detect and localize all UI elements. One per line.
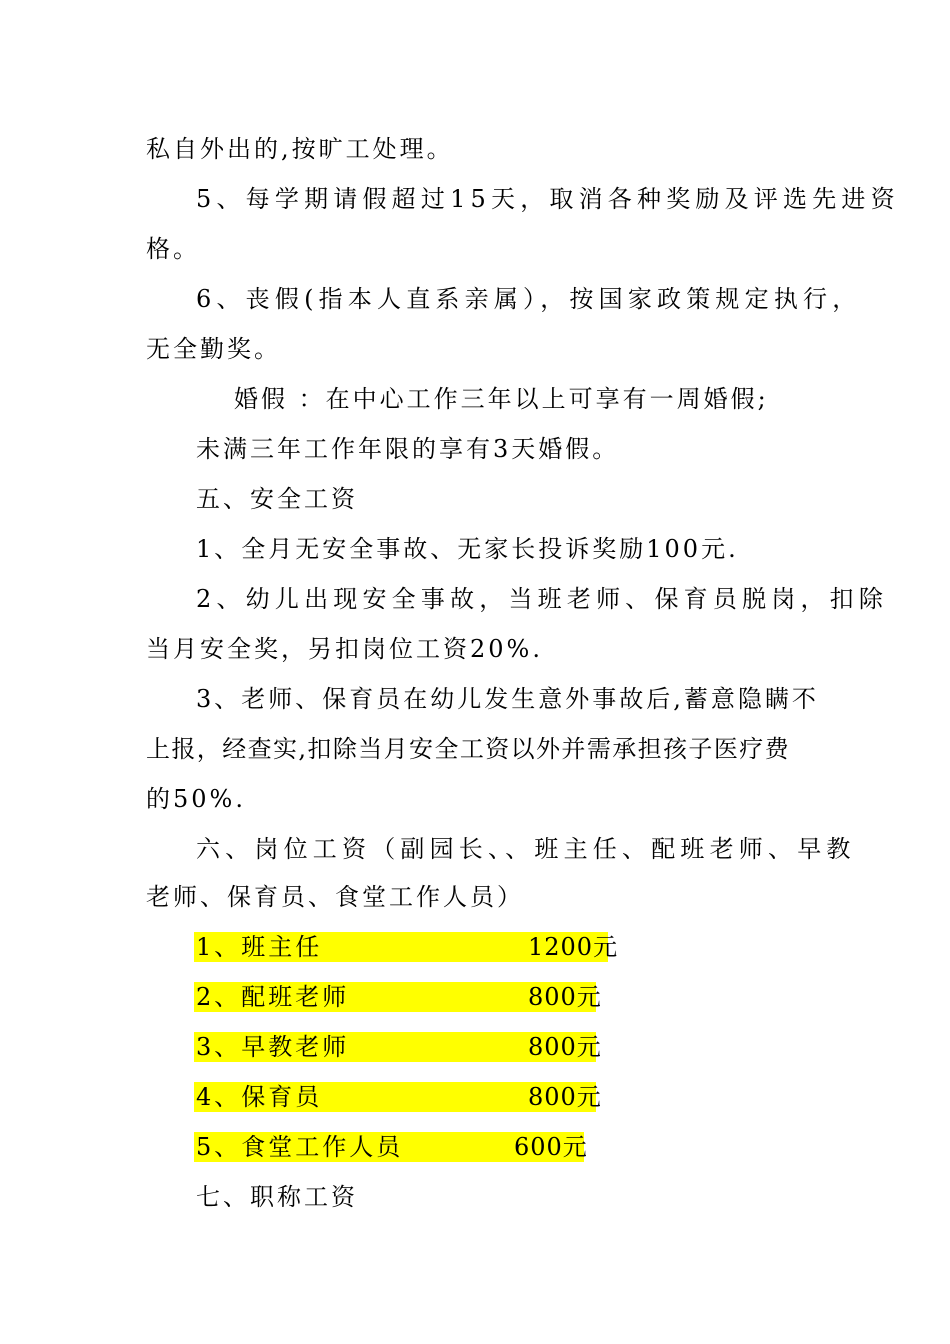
section-heading: 六、岗位工资（副园长、、班主任、配班老师、早教 [196, 835, 856, 863]
salary-amount: 600元 [514, 1133, 588, 1161]
text-line: 3、老师、保育员在幼儿发生意外事故后,蓄意隐瞒不 [196, 685, 819, 713]
salary-role-label: 2、配班老师 [196, 983, 350, 1011]
section-heading: 七、职称工资 [196, 1183, 358, 1211]
salary-amount: 800元 [528, 1083, 602, 1111]
text-line: 格。 [146, 235, 200, 263]
salary-row [194, 932, 619, 962]
text-line: 无全勤奖。 [146, 335, 281, 363]
salary-role-label: 3、早教老师 [196, 1033, 350, 1061]
text-line: 未满三年工作年限的享有3天婚假。 [196, 435, 620, 463]
salary-row [194, 1132, 588, 1162]
text-line: 的50%. [146, 785, 246, 813]
salary-role-label: 5、食堂工作人员 [196, 1133, 404, 1161]
salary-amount: 800元 [528, 1033, 602, 1061]
salary-row [194, 1032, 602, 1062]
text-line: 老师、保育员、食堂工作人员） [146, 883, 524, 911]
text-line: 5、每学期请假超过15天，取消各种奖励及评选先进资 [196, 185, 900, 213]
text-line: 私自外出的,按旷工处理。 [146, 135, 454, 163]
salary-row [194, 1082, 602, 1112]
salary-amount: 800元 [528, 983, 602, 1011]
text-line: 上报，经查实,扣除当月安全工资以外并需承担孩子医疗费 [146, 735, 791, 763]
salary-row [194, 982, 602, 1012]
text-line: 当月安全奖，另扣岗位工资20%. [146, 635, 543, 663]
text-line: 6、丧假(指本人直系亲属），按国家政策规定执行， [196, 285, 862, 313]
text-line: 1、全月无安全事故、无家长投诉奖励100元. [196, 535, 739, 563]
salary-role-label: 4、保育员 [196, 1083, 323, 1111]
salary-role-label: 1、班主任 [196, 933, 323, 961]
section-heading: 五、安全工资 [196, 485, 358, 513]
text-line: 2、幼儿出现安全事故，当班老师、保育员脱岗，扣除 [196, 585, 889, 613]
text-line: 婚假 ：在中心工作三年以上可享有一周婚假; [234, 385, 769, 413]
salary-amount: 1200元 [528, 933, 619, 961]
